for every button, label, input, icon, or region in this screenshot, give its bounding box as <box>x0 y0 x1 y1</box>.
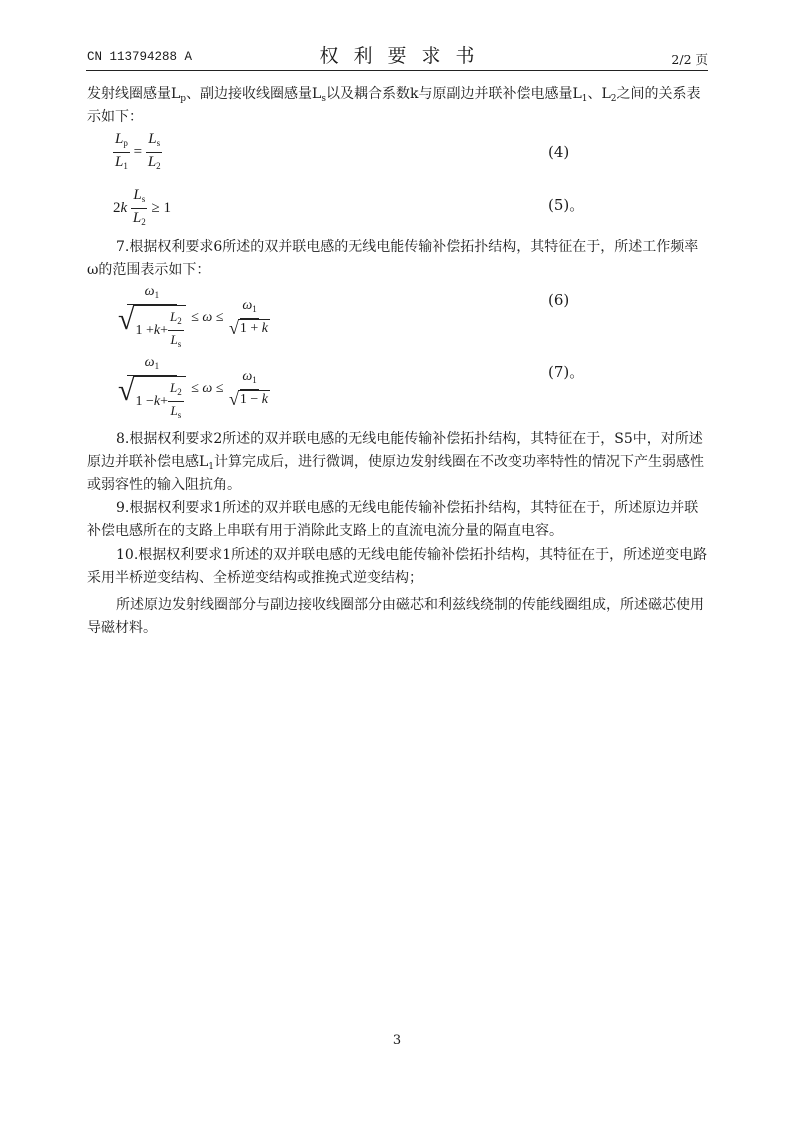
claim-8 <box>87 428 709 497</box>
equation-4: $\frac{L_p}{L_1}$ = $\frac{L_s}{L_2}$ <box>115 131 161 171</box>
paragraph-intro <box>87 83 709 129</box>
intro-text: 发射线圈感量$L_p$、副边接收线圈感量$L_s$以及耦合系数k与原副边并联补偿电感量$L_1$、$L_2$之间的关系表示如下： <box>87 86 701 125</box>
equation-7-number: (7)。 <box>548 363 585 381</box>
claim-10-continuation: 所述原边发射线圈部分与副边接收线圈部分由磁芯和利兹线绕制的传能线圈组成，所述磁芯使用导磁材料。 <box>87 597 704 636</box>
claim-8-text: 8.根据权利要求2所述的双并联电感的无线电能传输补偿拓扑结构，其特征在于，S5中，对所述原边并联补偿电感$L_1$计算完成后，进行微调，使原边发射线圈在不改变功率特性的情况下产生弱感性或弱容性的输入阻抗角。 <box>87 431 705 493</box>
header-doc-number: CN 113794288 A <box>87 50 193 64</box>
equation-5-number: (5)。 <box>548 196 585 214</box>
header-rule <box>86 70 708 71</box>
equation-6: $\omega_1$ √ 1 + k + $\frac{L_2}{L_s}$ ≤ ω ≤ $\omega_1$ √ 1 + k <box>116 283 272 353</box>
claim-7: 7.根据权利要求6所述的双并联电感的无线电能传输补偿拓扑结构，其特征在于，所述工作频率ω的范围表示如下： <box>87 239 699 278</box>
header-page-info: 2/2 页 <box>671 52 708 67</box>
claim-9: 9.根据权利要求1所述的双并联电感的无线电能传输补偿拓扑结构，其特征在于，所述原边并联补偿电感所在的支路上串联有用于消除此支路上的直流电流分量的隔直电容。 <box>87 500 699 539</box>
equation-7: $\omega_1$ √ 1 − k + $\frac{L_2}{L_s}$ ≤ ω ≤ $\omega_1$ √ 1 − k <box>116 354 272 424</box>
equation-6-number: (6) <box>548 291 570 309</box>
page-number: 3 <box>392 1033 402 1048</box>
header-title: 权利要求书 <box>319 45 490 67</box>
claim-10: 10.根据权利要求1所述的双并联电感的无线电能传输补偿拓扑结构，其特征在于，所述逆变电路采用半桥逆变结构、全桥逆变结构或推挽式逆变结构； <box>87 547 708 586</box>
equation-5: 2k $\frac{L_s}{L_2}$ ≥ 1 <box>113 187 171 227</box>
equation-4-number: (4) <box>548 143 570 161</box>
